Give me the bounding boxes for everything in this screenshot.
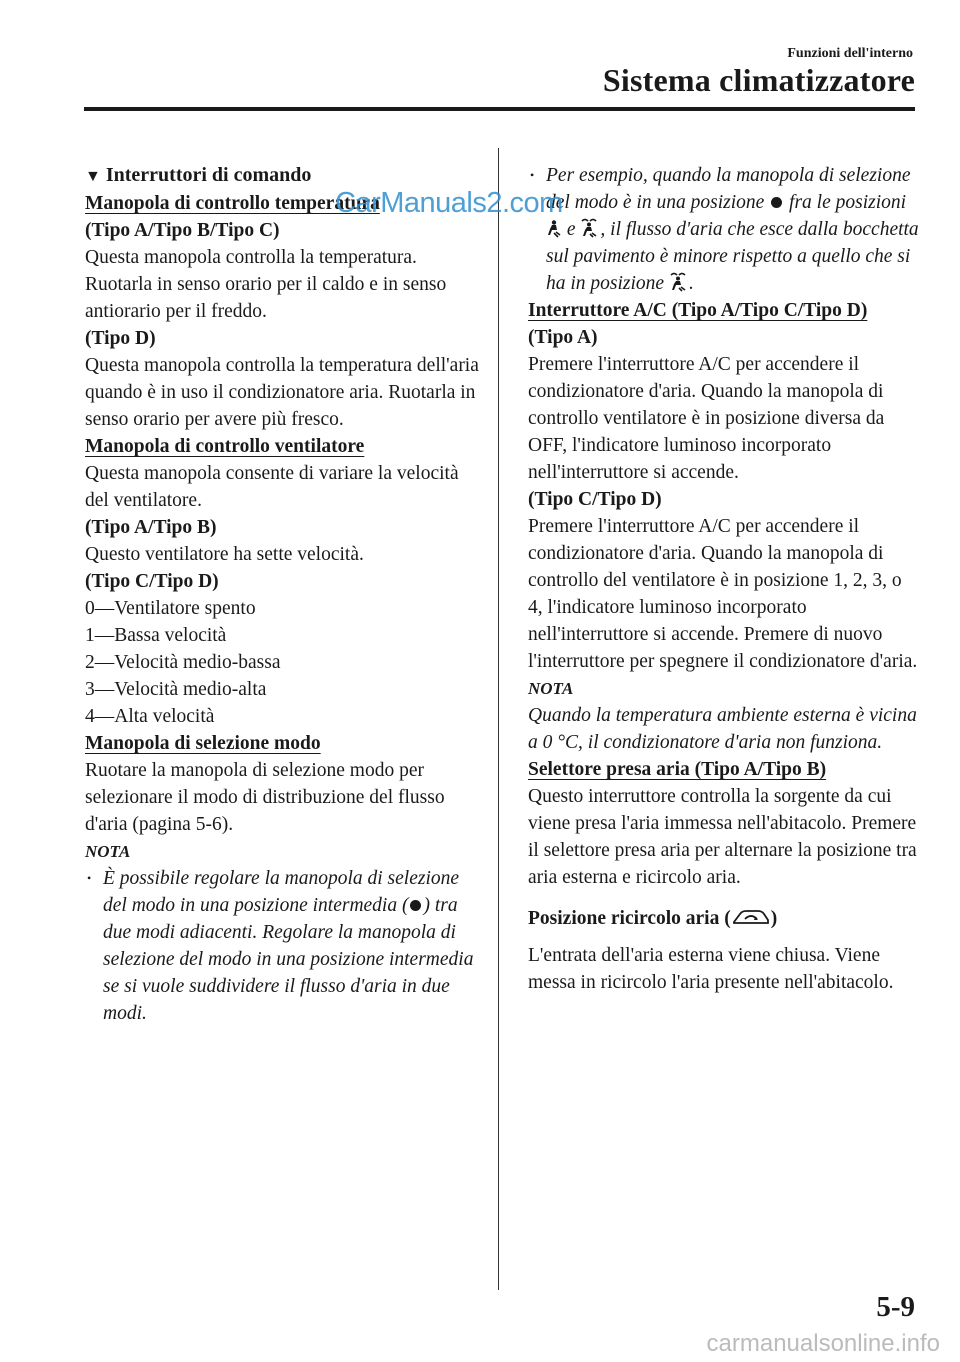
list-item: 3—Velocità medio-alta	[85, 679, 267, 700]
recirculation-icon	[731, 907, 771, 927]
page-number: 5-9	[876, 1291, 915, 1323]
floor-mode-icon	[546, 220, 562, 238]
paragraph: Questo ventilatore ha sette velocità.	[85, 544, 364, 565]
paragraph: Premere l'interruttore A/C per accendere il condizionatore d'aria. Quando la manopola di controllo del ventilatore è in posizione 1, 2, 3, o 4, l'indicatore luminoso incorporato nell'interruttore si accende. Premere di nuovo l'interruttore per spegnere il condizionatore d'aria.	[528, 516, 918, 672]
list-item: 0—Ventilatore spento	[85, 598, 256, 619]
list-item: 4—Alta velocità	[85, 706, 215, 727]
note-label: NOTA	[85, 842, 131, 861]
paragraph: Ruotare la manopola di selezione modo per selezionare il modo di distribuzione del flusso d'aria (pagina 5-6).	[85, 760, 445, 835]
paragraph: Questa manopola controlla la temperatura dell'aria quando è in uso il condizionatore aria. Ruotarla in senso orario per avere più fresco.	[85, 355, 479, 430]
subheading-ac: Interruttore A/C (Tipo A/Tipo C/Tipo D)	[528, 300, 868, 321]
note-label: NOTA	[528, 679, 574, 698]
floor-defrost-mode-icon	[669, 272, 689, 292]
type-label: (Tipo A)	[528, 327, 598, 348]
floor-defrost-mode-icon	[580, 218, 600, 238]
recirc-heading: Posizione ricircolo aria ( )	[528, 908, 778, 929]
type-label: (Tipo C/Tipo D)	[85, 571, 219, 592]
type-label: (Tipo A/Tipo B)	[85, 517, 217, 538]
paragraph: Questa manopola consente di variare la velocità del ventilatore.	[85, 463, 459, 511]
paragraph: Premere l'interruttore A/C per accendere il condizionatore d'aria. Quando la manopola di controllo ventilatore è in posizione diversa da OFF, l'indicatore luminoso incorporato nell'interruttore si accende.	[528, 354, 885, 483]
note-text: Quando la temperatura ambiente esterna è vicina a 0 °C, il condizionatore d'aria non funziona.	[528, 705, 917, 753]
watermark-bottom: carmanualsonline.info	[706, 1330, 940, 1357]
page-title: Sistema climatizzatore	[602, 62, 915, 98]
column-divider	[498, 148, 499, 1290]
type-label: (Tipo D)	[85, 328, 156, 349]
subheading-air-intake: Selettore presa aria (Tipo A/Tipo B)	[528, 759, 827, 780]
list-item: 1—Bassa velocità	[85, 625, 227, 646]
triangle-icon: ▼	[85, 168, 101, 185]
header-rule	[84, 107, 915, 111]
paragraph: Questa manopola controlla la temperatura. Ruotarla in senso orario per il caldo e in senso antiorario per il freddo.	[85, 247, 447, 322]
type-label: (Tipo C/Tipo D)	[528, 489, 662, 510]
watermark-top: CarManuals2.com	[335, 187, 563, 219]
mode-intermediate-icon	[771, 197, 782, 208]
section-heading: ▼ Interruttori di comando	[85, 164, 312, 186]
paragraph: Questo interruttore controlla la sorgente da cui viene presa l'aria immessa nell'abitacolo. Premere il selettore presa aria per alternare la posizione tra aria esterna e ricircolo aria.	[528, 786, 917, 888]
mode-intermediate-icon	[410, 900, 421, 911]
subheading-fan: Manopola di controllo ventilatore	[85, 436, 365, 457]
left-column	[85, 162, 480, 1027]
list-item: 2—Velocità medio-bassa	[85, 652, 281, 673]
note-bullet: • È possibile regolare la manopola di selezione del modo in una posizione intermedia ( ) tra due modi adiacenti. Regolare la manopola di selezione del modo in una posizione intermedia se si vuole suddividere il flusso d'aria in due modi.	[85, 865, 480, 1027]
note-bullet: • Per esempio, quando la manopola di selezione del modo è in una posizione fra le posizioni e , il flusso d'aria che esce dalla bocchetta sul pavimento è minore rispetto a quello che si ha in posizione .	[528, 162, 920, 297]
right-column	[528, 162, 920, 996]
paragraph: L'entrata dell'aria esterna viene chiusa. Viene messa in ricircolo l'aria presente nell'abitacolo.	[528, 945, 894, 993]
subheading-mode: Manopola di selezione modo	[85, 733, 321, 754]
subheading-temperature: Manopola di controllo temperatura	[85, 193, 380, 214]
chapter-label: Funzioni dell'interno	[787, 46, 913, 61]
type-label: (Tipo A/Tipo B/Tipo C)	[85, 220, 280, 241]
